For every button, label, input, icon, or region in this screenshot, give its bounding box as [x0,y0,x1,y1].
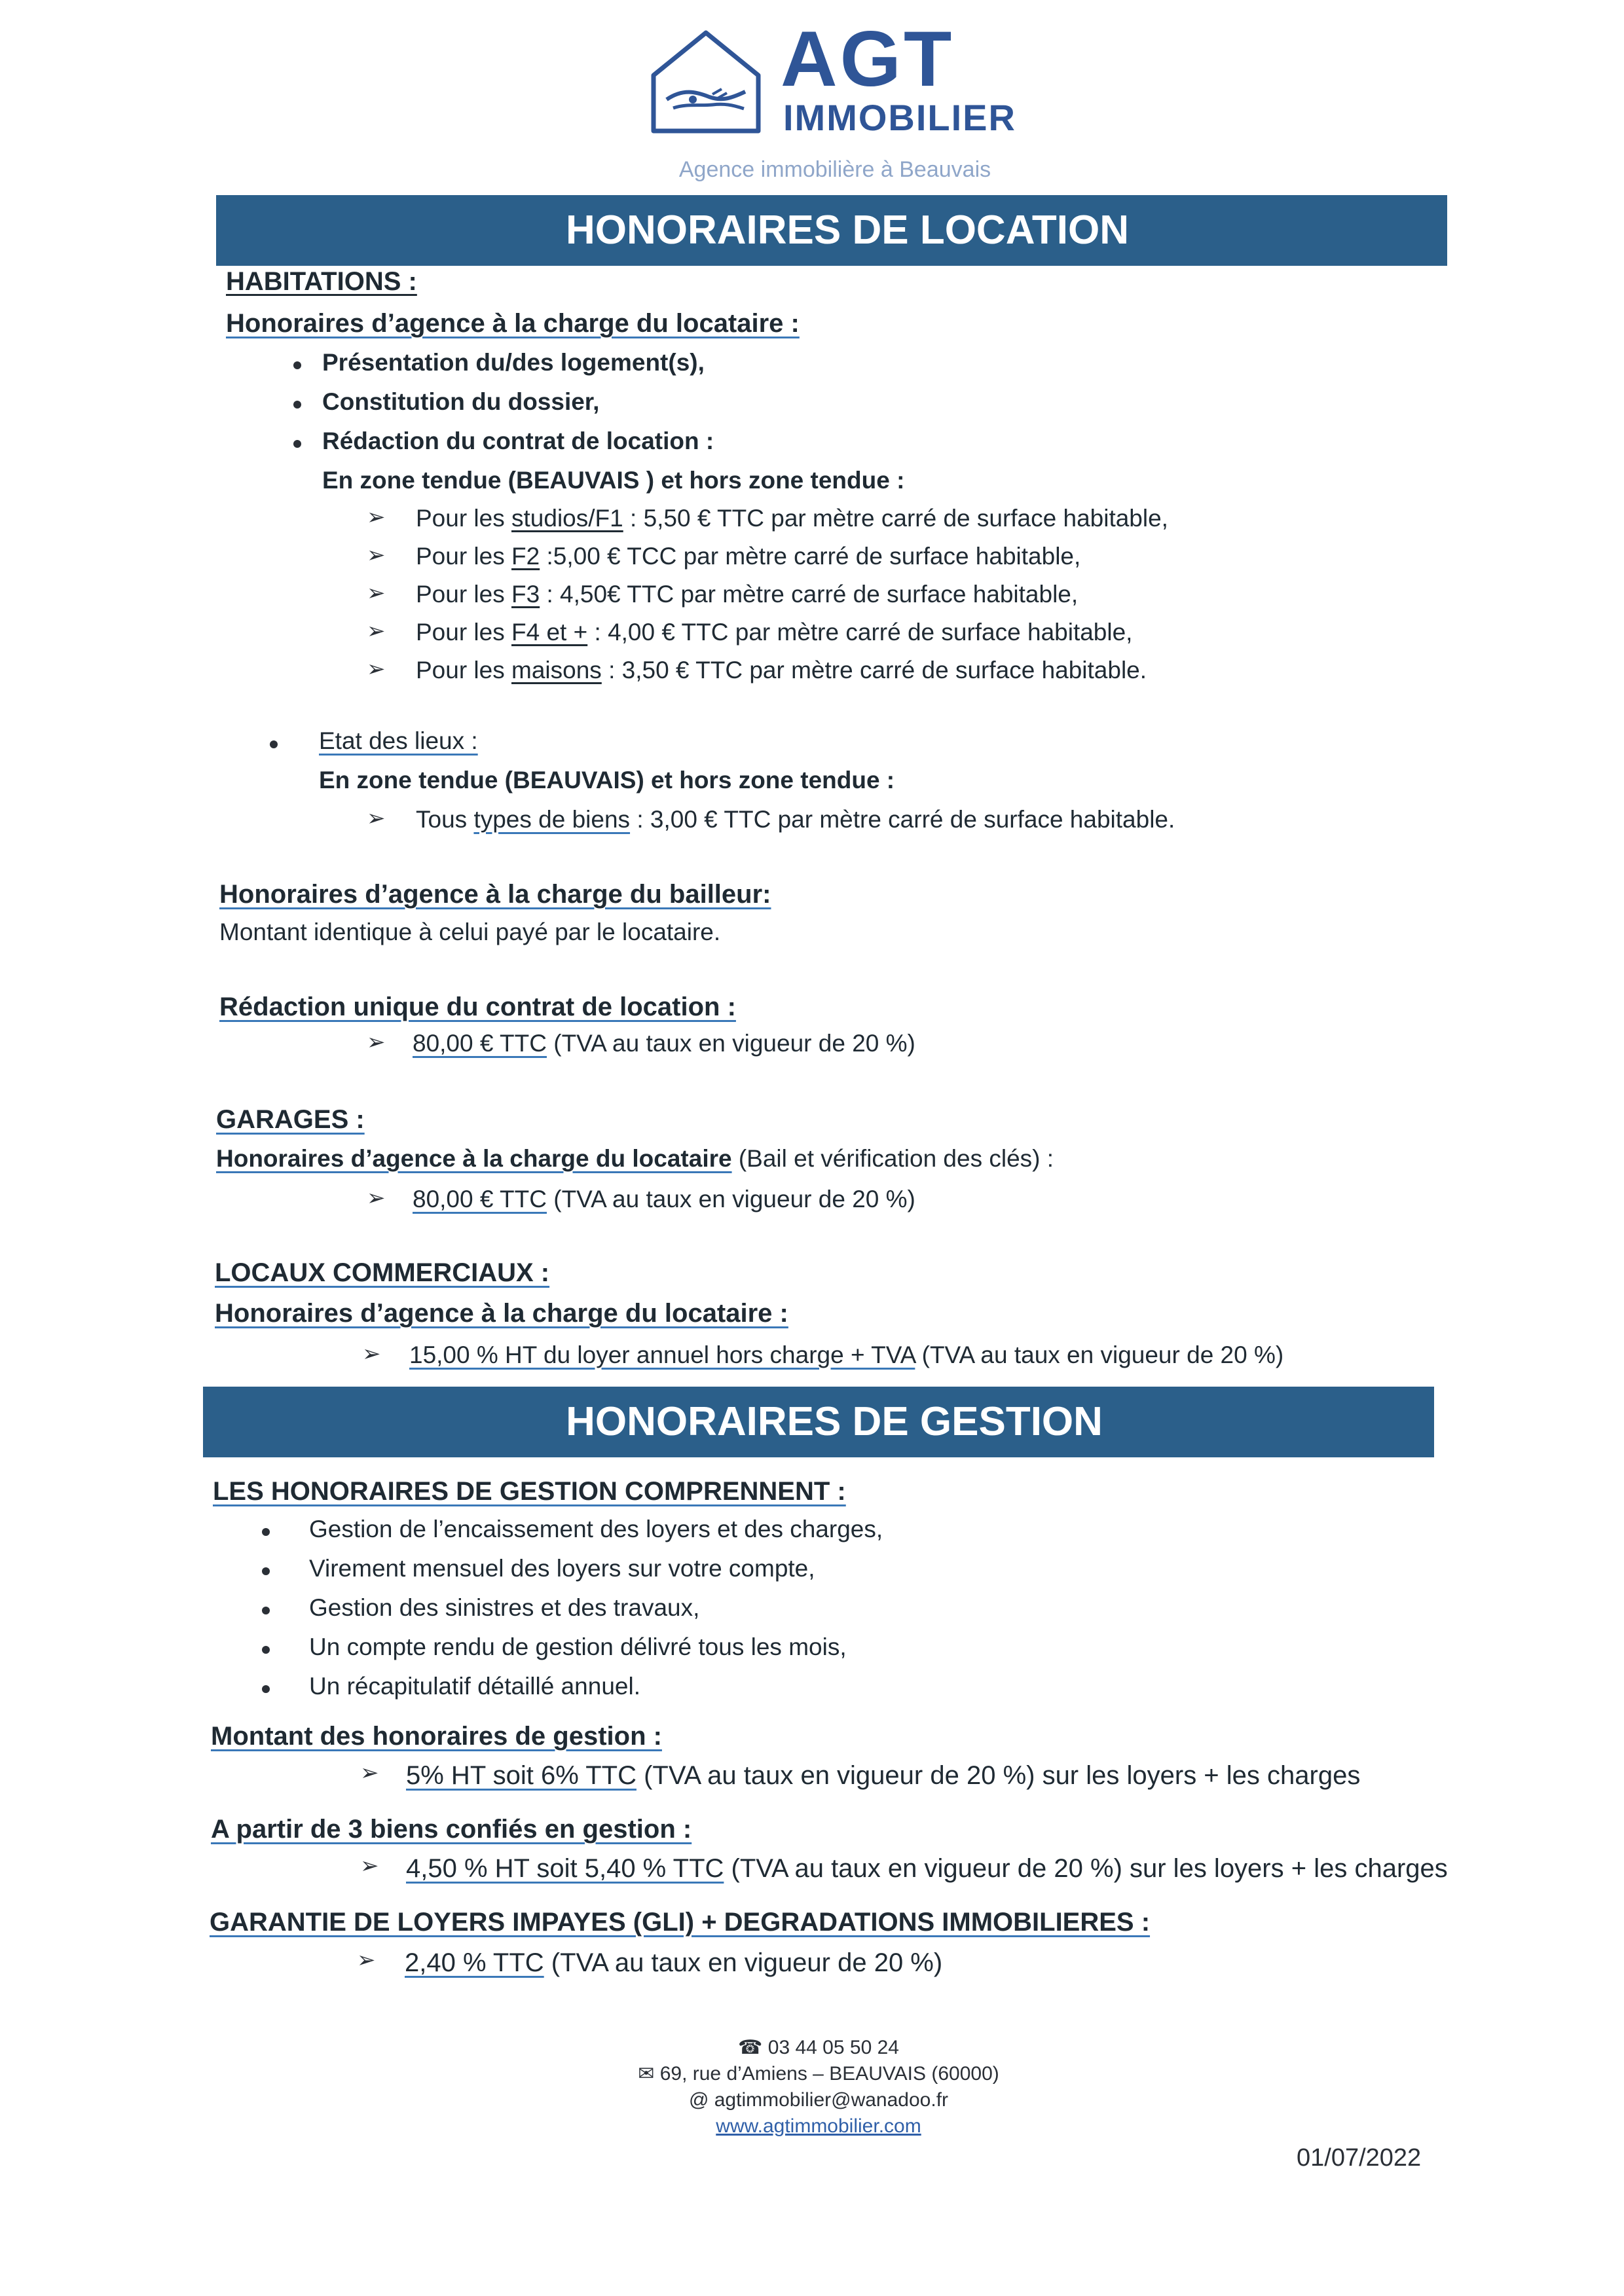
partir-heading: A partir de 3 biens confiés en gestion : [211,1815,692,1844]
arrow-bullet-icon: ➢ [367,505,386,530]
bullet-icon [293,361,301,369]
etat-tarif-row: Tous types de biens : 3,00 € TTC par mètre carré de surface habitable. [416,806,1175,833]
service-item: Constitution du dossier, [322,388,600,415]
redaction-heading: Rédaction unique du contrat de location : [219,993,736,1021]
arrow-bullet-icon: ➢ [367,806,386,831]
arrow-bullet-icon: ➢ [357,1948,376,1973]
tarif-row: Pour les F4 et + : 4,00 € TTC par mètre carré de surface habitable, [416,619,1133,646]
etat-lieux-heading: Etat des lieux : [319,727,478,754]
arrow-bullet-icon: ➢ [360,1853,379,1878]
service-item: Rédaction du contrat de location : [322,428,714,454]
bullet-icon [270,740,278,748]
gestion-item: Gestion de l’encaissement des loyers et des charges, [309,1516,883,1542]
gestion-item: Un compte rendu de gestion délivré tous les mois, [309,1633,847,1660]
partir-price-row: 4,50 % HT soit 5,40 % TTC (TVA au taux en vigueur de 20 %) sur les loyers + les charges [406,1854,1448,1883]
arrow-bullet-icon: ➢ [367,1186,386,1211]
mailbox-icon: ✉ [638,2063,655,2085]
bailleur-text: Montant identique à celui payé par le locataire. [219,919,721,945]
charge-locataire-heading: Honoraires d’agence à la charge du locataire : [226,309,800,338]
footer-address-row: ✉ 69, rue d’Amiens – BEAUVAIS (60000) [638,2063,999,2085]
bullet-icon [262,1646,270,1654]
montant-heading: Montant des honoraires de gestion : [211,1722,662,1751]
montant-price-row: 5% HT soit 6% TTC (TVA au taux en vigueur de 20 %) sur les loyers + les charges [406,1761,1361,1790]
arrow-bullet-icon: ➢ [367,619,386,644]
bullet-icon [293,440,301,448]
logo-agt: AGT [781,15,955,103]
banner-honoraires-gestion [203,1387,1434,1457]
bullet-icon [262,1528,270,1536]
garages-sub-row: Honoraires d’agence à la charge du locataire (Bail et vérification des clés) : [216,1145,1054,1172]
gestion-comprennent-heading: LES HONORAIRES DE GESTION COMPRENNENT : [213,1477,846,1506]
phone-icon: ☎ [738,2037,763,2058]
garages-heading: GARAGES : [216,1105,365,1134]
banner-location-title: HONORAIRES DE LOCATION [566,208,1129,253]
arrow-bullet-icon: ➢ [362,1341,381,1366]
footer-phone-row: ☎ 03 44 05 50 24 [738,2037,899,2058]
habitations-heading: HABITATIONS : [226,267,417,296]
locaux-heading: LOCAUX COMMERCIAUX : [215,1258,550,1287]
arrow-bullet-icon: ➢ [367,657,386,682]
garantie-price-row: 2,40 % TTC (TVA au taux en vigueur de 20 %) [405,1948,943,1977]
bailleur-heading: Honoraires d’agence à la charge du bailleur: [219,880,771,909]
gestion-item: Gestion des sinistres et des travaux, [309,1594,700,1621]
redaction-price-row: 80,00 € TTC (TVA au taux en vigueur de 20 %) [413,1030,915,1057]
tarif-row: Pour les F2 :5,00 € TCC par mètre carré de surface habitable, [416,543,1081,570]
gestion-item: Un récapitulatif détaillé annuel. [309,1673,640,1700]
locaux-sub-heading: Honoraires d’agence à la charge du locataire : [215,1299,788,1328]
gestion-item: Virement mensuel des loyers sur votre compte, [309,1555,815,1582]
document-date: 01/07/2022 [1297,2144,1422,2172]
bullet-icon [262,1567,270,1575]
zone-text: En zone tendue (BEAUVAIS ) et hors zone tendue : [322,467,905,494]
footer-email: @ agtimmobilier@wanadoo.fr [688,2089,949,2111]
garantie-heading: GARANTIE DE LOYERS IMPAYES (GLI) + DEGRADATIONS IMMOBILIERES : [210,1908,1151,1937]
arrow-bullet-icon: ➢ [367,1030,386,1055]
bullet-icon [293,401,301,409]
tarif-row: Pour les maisons : 3,50 € TTC par mètre carré de surface habitable. [416,657,1147,683]
logo-tagline: Agence immobilière à Beauvais [678,157,991,182]
logo-house-handshake-icon [647,26,765,137]
tarif-row: Pour les F3 : 4,50€ TTC par mètre carré de surface habitable, [416,581,1079,608]
locaux-price-row: 15,00 % HT du loyer annuel hors charge + TVA (TVA au taux en vigueur de 20 %) [409,1341,1284,1368]
footer-contact [589,2035,1048,2140]
garages-price-row: 80,00 € TTC (TVA au taux en vigueur de 20 %) [413,1186,915,1212]
tarif-row: Pour les studios/F1 : 5,50 € TTC par mètre carré de surface habitable, [416,505,1168,532]
arrow-bullet-icon: ➢ [360,1760,379,1785]
logo-immobilier: IMMOBILIER [783,97,1016,138]
footer-website-link[interactable]: www.agtimmobilier.com [716,2115,921,2137]
arrow-bullet-icon: ➢ [367,581,386,606]
bullet-icon [262,1685,270,1693]
service-item: Présentation du/des logement(s), [322,349,705,376]
banner-honoraires-location [216,195,1447,266]
arrow-bullet-icon: ➢ [367,543,386,568]
banner-gestion-title: HONORAIRES DE GESTION [566,1399,1103,1444]
etat-zone-text: En zone tendue (BEAUVAIS) et hors zone tendue : [319,767,895,793]
bullet-icon [262,1607,270,1614]
